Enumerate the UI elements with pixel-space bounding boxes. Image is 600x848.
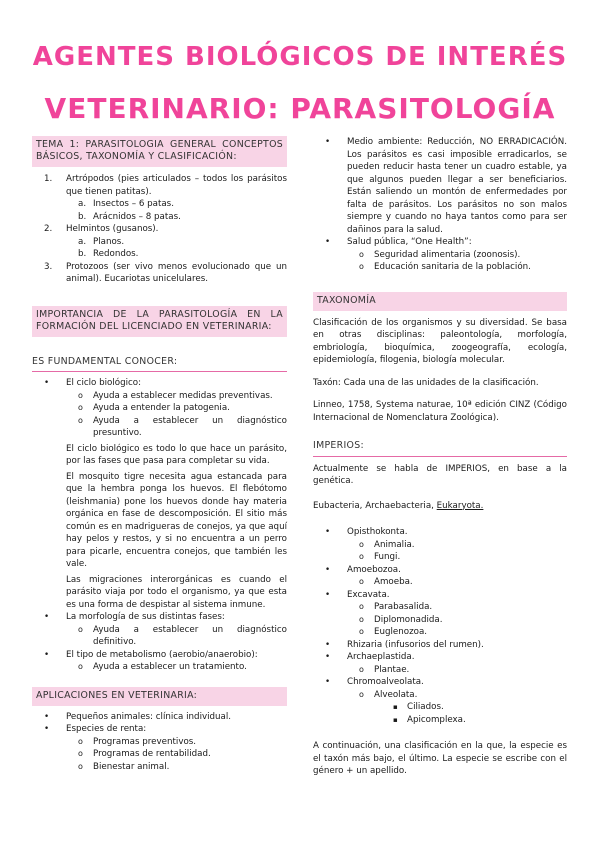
document-title-line-2: VETERINARIO: PARASITOLOGÍA bbox=[44, 92, 556, 125]
tema-subitem bbox=[32, 236, 287, 249]
list-marker: a. bbox=[78, 236, 87, 247]
list-item-text: Excavata. bbox=[347, 589, 390, 600]
imperio-subitem bbox=[313, 689, 567, 702]
imperios-intro: Actualmente se habla de IMPERIOS, en base a la genética. bbox=[313, 463, 567, 486]
imperio-subitem bbox=[313, 626, 567, 639]
list-item-text: Ayuda a establecer medidas preventivas. bbox=[93, 390, 273, 401]
imperio-item bbox=[313, 589, 567, 602]
taxonomia-paragraph: Linneo, 1758, Systema naturae, 10ª edición CINZ (Código Internacional de Nomenclatura Zoológica). bbox=[313, 400, 567, 423]
right-column bbox=[313, 136, 567, 778]
list-item-text: Salud pública, “One Health”: bbox=[347, 237, 472, 247]
bullet-subitem bbox=[32, 661, 287, 674]
list-marker: • bbox=[325, 527, 331, 537]
list-item-text: Protozoos (ser vivo menos evolucionado que un animal). Eucariotas unicelulares. bbox=[66, 261, 287, 284]
list-marker: • bbox=[325, 137, 331, 147]
imperios-line bbox=[313, 500, 567, 513]
list-marker: ▪ bbox=[393, 715, 398, 724]
bullet-subitem bbox=[32, 415, 287, 440]
imperios-line-underlined: Eukaryota. bbox=[436, 500, 484, 511]
list-marker: o bbox=[359, 614, 364, 624]
imperio-subsubitem bbox=[313, 714, 567, 727]
list-item-text: Rhizaria (infusorios del rumen). bbox=[347, 639, 484, 650]
list-item-text: Apicomplexa. bbox=[407, 714, 466, 725]
imperio-subitem bbox=[313, 614, 567, 627]
list-marker: b. bbox=[78, 211, 87, 222]
list-marker: o bbox=[359, 262, 364, 271]
closing-paragraph: A continuación, una clasificación en la que, la especie es el taxón más bajo, el último. La especie se escribe con el género + un apellido. bbox=[313, 741, 567, 776]
tema-subitem bbox=[32, 198, 287, 211]
list-marker: a. bbox=[78, 199, 87, 209]
bullet-subitem bbox=[32, 402, 287, 415]
imperio-item bbox=[313, 676, 567, 689]
imperio-subitem bbox=[313, 539, 567, 552]
list-item-text: Amoeba. bbox=[374, 577, 413, 587]
list-item-text: La morfología de sus distintas fases: bbox=[66, 612, 225, 622]
imperio-item bbox=[313, 526, 567, 539]
fundamental-heading: ES FUNDAMENTAL CONOCER: bbox=[32, 354, 287, 373]
list-marker: o bbox=[78, 761, 83, 771]
list-marker: o bbox=[78, 415, 83, 425]
list-item-text: El ciclo biológico: bbox=[66, 378, 142, 388]
taxonomia-paragraphs bbox=[313, 317, 567, 425]
list-item-text: Especies de renta: bbox=[66, 724, 147, 734]
bullet-subitem bbox=[32, 748, 287, 761]
list-item-text: Ciliados. bbox=[407, 702, 444, 712]
aplicaciones-list bbox=[32, 711, 287, 774]
list-marker: • bbox=[325, 564, 331, 575]
list-item-text: Opisthokonta. bbox=[347, 527, 408, 537]
list-item-text: Programas de rentabilidad. bbox=[93, 749, 211, 759]
imperios-line-plain: Eubacteria, Archaebacteria, bbox=[313, 500, 437, 511]
bullet-item bbox=[32, 723, 287, 736]
list-item-text: Planos. bbox=[93, 236, 125, 247]
tema-item bbox=[32, 173, 287, 198]
list-marker: • bbox=[44, 724, 50, 734]
list-marker: • bbox=[325, 652, 331, 662]
list-marker: • bbox=[44, 378, 50, 388]
imperio-subitem bbox=[313, 664, 567, 677]
list-item-text: Diplomonadida. bbox=[374, 614, 443, 625]
list-item-text: Parabasalida. bbox=[374, 602, 433, 612]
list-item-text: Chromoalveolata. bbox=[347, 677, 424, 687]
list-item-text: Programas preventivos. bbox=[93, 736, 197, 747]
bullet-item bbox=[32, 711, 287, 724]
imperio-item bbox=[313, 651, 567, 664]
list-marker: • bbox=[325, 677, 331, 687]
list-item-text: Arácnidos – 8 patas. bbox=[93, 211, 181, 222]
list-marker: 2. bbox=[44, 224, 53, 234]
list-marker: • bbox=[325, 589, 331, 600]
list-item-text: Ayuda a establecer un diagnóstico definitivo. bbox=[93, 624, 287, 647]
list-marker: o bbox=[78, 736, 83, 746]
fundamental-list bbox=[32, 377, 287, 674]
bullet-subitem bbox=[313, 261, 567, 274]
taxonomia-paragraph: Clasificación de los organismos y su diversidad. Se basa en otras disciplinas: paleontología, morfología, embriología, bioquímica, zoogeografía, ecología, epidemiología, filogenia, biología molecular. bbox=[313, 317, 567, 365]
bullet-item bbox=[32, 649, 287, 662]
bullet-item bbox=[313, 136, 567, 236]
document-title-line-1: AGENTES BIOLÓGICOS DE INTERÉS bbox=[32, 42, 568, 72]
list-marker: b. bbox=[78, 249, 87, 259]
tema-list bbox=[32, 173, 287, 286]
list-marker: o bbox=[78, 403, 83, 412]
bullet-subitem bbox=[313, 249, 567, 262]
list-item-text: Insectos – 6 patas. bbox=[93, 199, 174, 209]
list-marker: ▪ bbox=[393, 703, 398, 711]
bullet-item bbox=[32, 611, 287, 624]
list-marker: • bbox=[325, 639, 331, 650]
list-marker: o bbox=[359, 577, 364, 586]
bullet-paragraph: El ciclo biológico es todo lo que hace un parásito, por las fases que pasa para completar su vida. bbox=[66, 443, 287, 466]
imperio-item bbox=[313, 564, 567, 577]
list-marker: • bbox=[44, 612, 50, 622]
bullet-subitem bbox=[32, 761, 287, 774]
list-item-text: Bienestar animal. bbox=[93, 761, 170, 772]
list-marker: o bbox=[359, 627, 364, 636]
taxonomia-paragraph: Taxón: Cada una de las unidades de la clasificación. bbox=[313, 377, 539, 388]
list-marker: 1. bbox=[44, 174, 53, 184]
list-item-text: Euglenozoa. bbox=[374, 627, 428, 637]
right-top-list bbox=[313, 136, 567, 274]
list-item-text: Seguridad alimentaria (zoonosis). bbox=[374, 249, 521, 260]
list-item-text: Ayuda a establecer un tratamiento. bbox=[93, 662, 247, 672]
list-item-text: Archaeplastida. bbox=[347, 652, 415, 662]
list-item-text: Pequeños animales: clínica individual. bbox=[66, 711, 232, 722]
list-marker: o bbox=[78, 390, 83, 400]
bullet-paragraph: Las migraciones interorgánicas es cuando el parásito viaja por todo el organismo, ya que esta es una forma de despistar al sistema inmune. bbox=[66, 574, 287, 610]
list-item-text: Plantae. bbox=[374, 664, 410, 675]
list-marker: o bbox=[78, 624, 83, 634]
tema-heading: TEMA 1: PARASITOLOGIA GENERAL CONCEPTOS BÁSICOS, TAXONOMÍA Y CLASIFICACIÓN: bbox=[32, 136, 287, 167]
imperio-subitem bbox=[313, 576, 567, 589]
list-marker: o bbox=[359, 689, 364, 699]
list-marker: • bbox=[44, 649, 50, 660]
list-marker: • bbox=[44, 711, 50, 722]
tema-item bbox=[32, 223, 287, 236]
bullet-item bbox=[32, 377, 287, 390]
list-marker: o bbox=[359, 552, 364, 561]
list-item-text: Ayuda a establecer un diagnóstico presuntivo. bbox=[93, 415, 287, 438]
list-marker: 3. bbox=[44, 261, 53, 272]
list-item-text: Medio ambiente: Reducción, NO ERRADICACIÓN. Los parásitos es casi imposible erradicarlos, se pueden reducir hasta tener un cuadro estable, ya que algunos pueden llegar a ser beneficiarios. Están saliendo un montón de enfermedades por falta de parásitos. Los parásitos no son malos siempre y cuando no haya tantos como para ser dañinos para la salud. bbox=[347, 137, 567, 235]
list-marker: o bbox=[359, 249, 364, 259]
bullet-subitem bbox=[32, 736, 287, 749]
list-item-text: Ayuda a entender la patogenia. bbox=[93, 403, 230, 413]
tema-subitem bbox=[32, 248, 287, 261]
bullet-paragraph: El mosquito tigre necesita agua estancada para que la hembra ponga los huevos. El flebótomo (leishmania) pone los huevos donde hay materia orgánica en fase de descomposición. El sitio más común es en madrigueras de conejos, ya que aquí hay pelos y restos, y si no encuentra a un perro para picarle, encuentra conejos, que también les vale. bbox=[66, 471, 287, 569]
bullet-subitem bbox=[32, 390, 287, 403]
imperio-item bbox=[313, 639, 567, 652]
list-item-text: Alveolata. bbox=[374, 689, 418, 700]
left-column bbox=[32, 136, 287, 773]
imperio-subitem bbox=[313, 601, 567, 614]
imperios-heading: IMPERIOS: bbox=[313, 438, 567, 457]
aplicaciones-heading: APLICACIONES EN VETERINARIA: bbox=[32, 687, 287, 706]
tema-item bbox=[32, 261, 287, 286]
imperio-subsubitem bbox=[313, 701, 567, 714]
list-item-text: Animalia. bbox=[374, 539, 415, 550]
imperios-tree bbox=[313, 526, 567, 726]
list-marker: o bbox=[359, 539, 364, 549]
tema-subitem bbox=[32, 211, 287, 224]
bullet-subitem bbox=[32, 624, 287, 649]
list-item-text: Redondos. bbox=[93, 249, 139, 259]
bullet-item bbox=[313, 236, 567, 249]
list-marker: o bbox=[78, 662, 83, 671]
list-marker: o bbox=[359, 664, 364, 674]
list-item-text: Helmintos (gusanos). bbox=[66, 224, 159, 234]
list-item-text: Fungi. bbox=[374, 552, 401, 562]
list-marker: • bbox=[325, 237, 331, 247]
list-item-text: Educación sanitaria de la población. bbox=[374, 262, 531, 272]
list-marker: o bbox=[78, 749, 83, 758]
list-item-text: Amoebozoa. bbox=[347, 564, 401, 575]
list-item-text: El tipo de metabolismo (aerobio/anaerobio): bbox=[66, 649, 258, 660]
list-item-text: Artrópodos (pies articulados – todos los parásitos que tienen patitas). bbox=[66, 174, 287, 197]
importancia-heading: IMPORTANCIA DE LA PARASITOLOGÍA EN LA FORMACIÓN DEL LICENCIADO EN VETERINARIA: bbox=[32, 306, 287, 337]
imperio-subitem bbox=[313, 551, 567, 564]
list-marker: o bbox=[359, 602, 364, 611]
taxonomia-heading: TAXONOMÍA bbox=[313, 292, 567, 311]
